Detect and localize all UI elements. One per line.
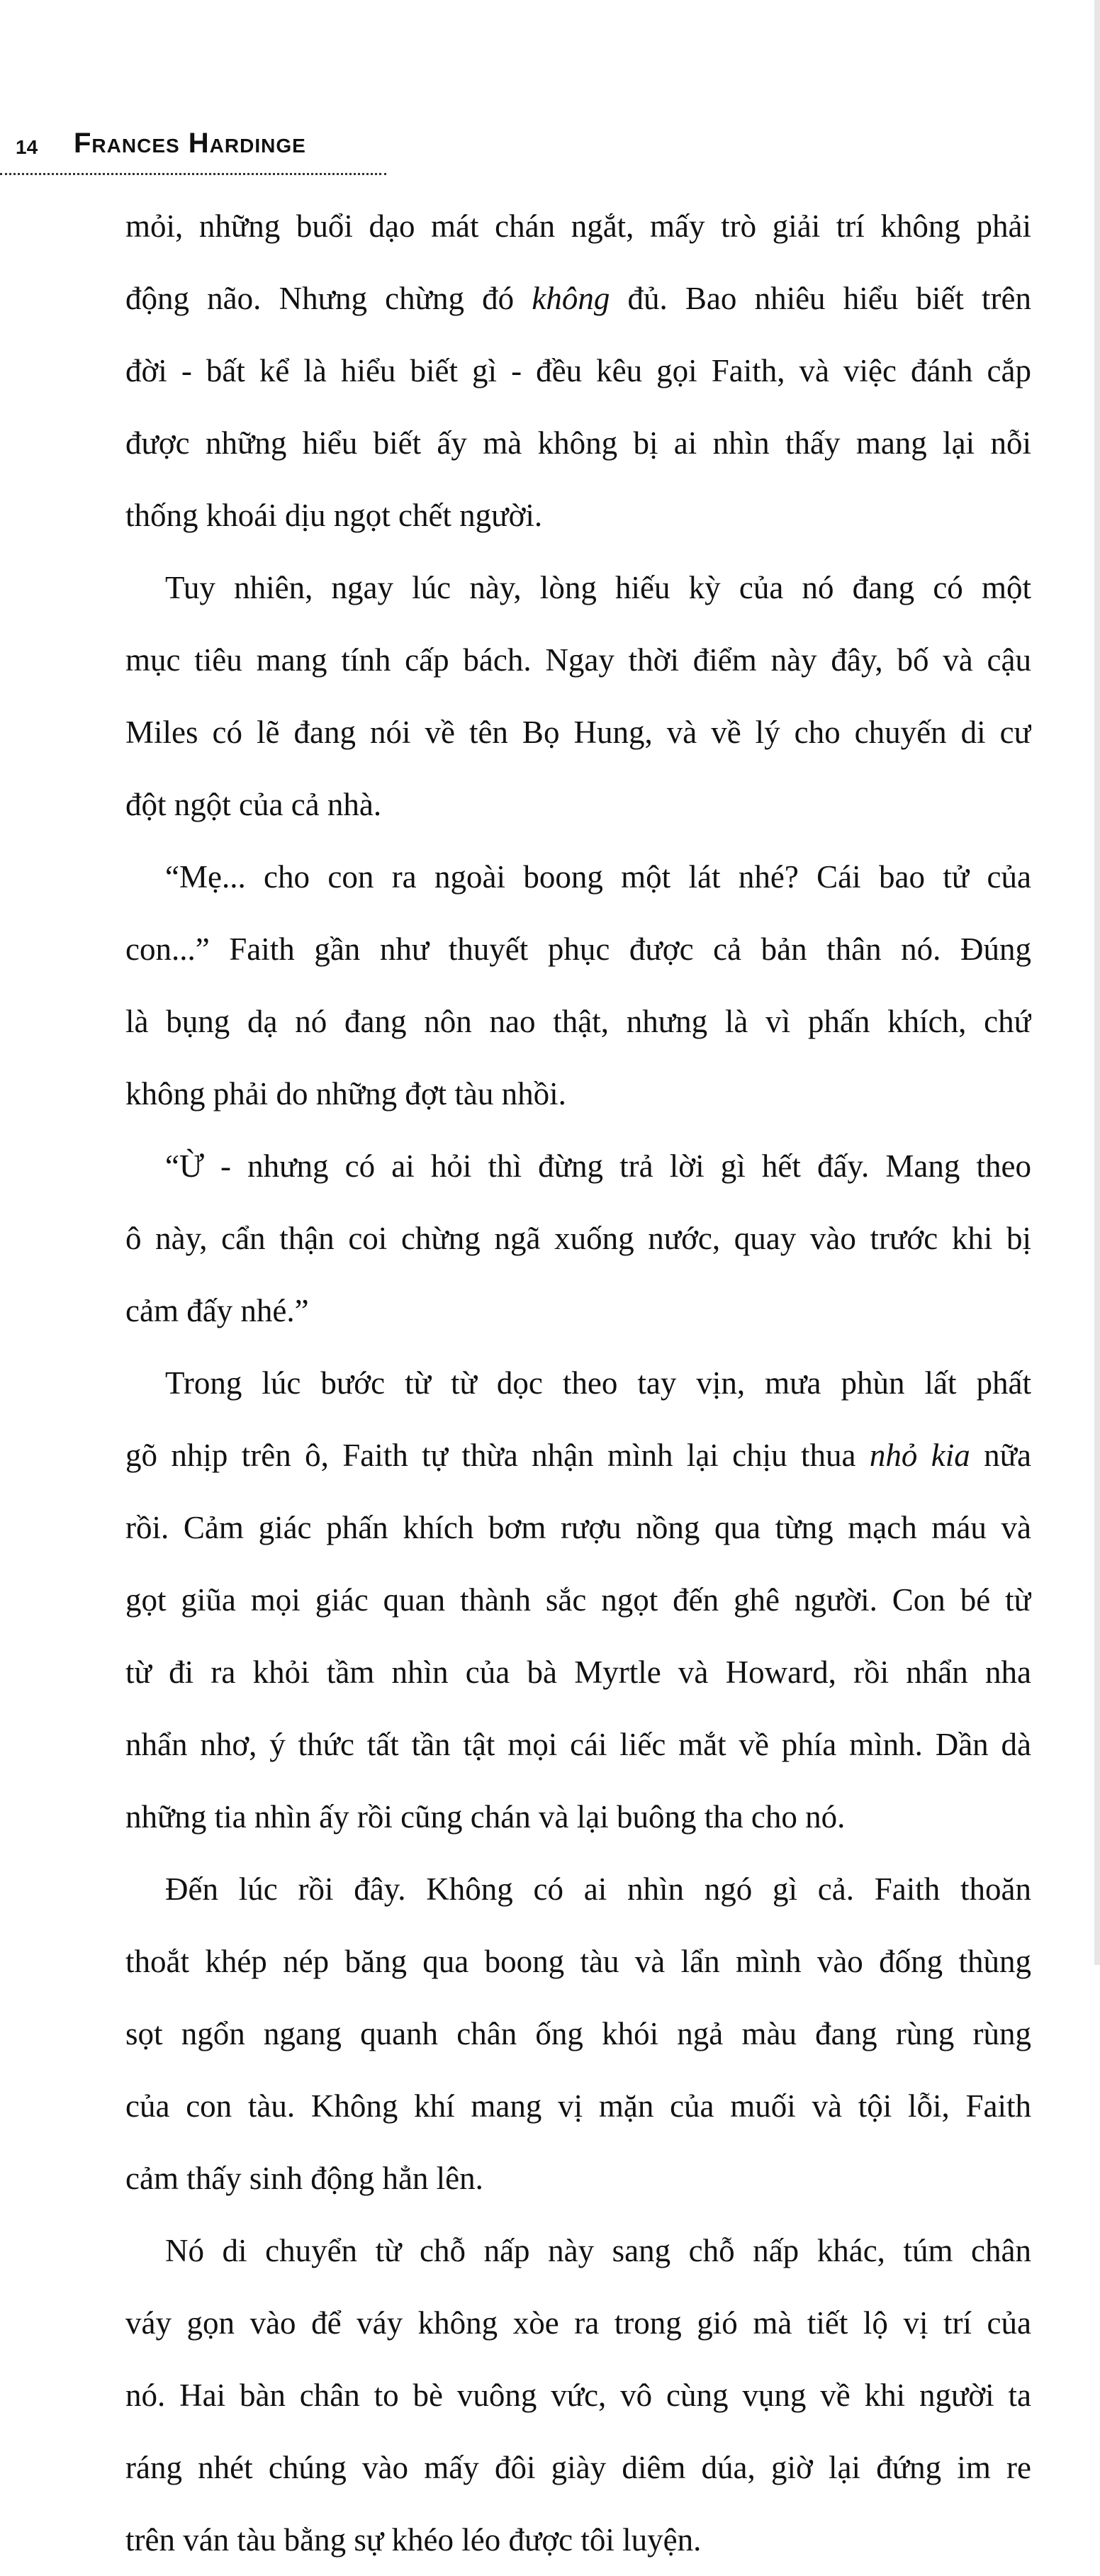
text-segment: con...” Faith gần như thuyết phục được cả bản thân nó. Đúng [125, 931, 1031, 967]
text-segment: đột ngột của cả nhà. [125, 787, 382, 822]
text-segment: Trong lúc bước từ từ dọc theo tay vịn, mưa phùn lất phất [165, 1365, 1031, 1401]
text-segment: Tuy nhiên, ngay lúc này, lòng hiếu kỳ của nó đang có một [165, 570, 1031, 605]
text-line [125, 2504, 1031, 2576]
text-line [125, 1781, 1031, 1853]
text-segment: ô này, cẩn thận coi chừng ngã xuống nước, quay vào trước khi bị [125, 1221, 1031, 1256]
text-segment: nhẩn nhơ, ý thức tất tần tật mọi cái liếc mắt về phía mình. Dần dà [125, 1727, 1031, 1762]
text-line [125, 768, 1031, 841]
text-line [125, 1347, 1031, 1419]
text-segment: đủ. Bao nhiêu hiểu biết trên [610, 281, 1031, 316]
text-segment: trên ván tàu bằng sự khéo léo được tôi luyện. [125, 2522, 702, 2558]
text-segment: Đến lúc rồi đây. Không có ai nhìn ngó gì cả. Faith thoăn [165, 1871, 1031, 1907]
text-line [125, 1275, 1031, 1347]
text-segment: đời - bất kể là hiểu biết gì - đều kêu gọi Faith, và việc đánh cắp [125, 353, 1031, 388]
text-line [125, 1491, 1031, 1564]
text-segment: thoắt khép nép băng qua boong tàu và lẩn mình vào đống thùng [125, 1944, 1031, 1979]
header-dotted-rule [0, 173, 386, 175]
text-segment: những tia nhìn ấy rồi cũng chán và lại buông tha cho nó. [125, 1799, 846, 1835]
text-segment: váy gọn vào để váy không xòe ra trong gió mà tiết lộ vị trí của [125, 2305, 1031, 2341]
text-line [125, 407, 1031, 479]
text-segment: nó. Hai bàn chân to bè vuông vức, vô cùng vụng về khi người ta [125, 2378, 1031, 2413]
page-number: 14 [16, 136, 38, 158]
text-line [125, 1925, 1031, 1998]
text-line [125, 1202, 1031, 1275]
text-line [125, 1636, 1031, 1708]
text-segment: cảm thấy sinh động hẳn lên. [125, 2161, 483, 2196]
text-line [125, 1998, 1031, 2070]
text-line [125, 1564, 1031, 1636]
text-segment: từ đi ra khỏi tầm nhìn của bà Myrtle và Howard, rồi nhẩn nha [125, 1654, 1031, 1690]
text-line [125, 2431, 1031, 2504]
text-line [125, 624, 1031, 696]
text-segment: “Ừ - nhưng có ai hỏi thì đừng trả lời gì hết đấy. Mang theo [165, 1148, 1031, 1184]
text-line [125, 841, 1031, 913]
text-line [125, 1853, 1031, 1925]
author-name: Frances Hardinge [74, 128, 306, 159]
text-line [125, 2142, 1031, 2214]
text-segment: ráng nhét chúng vào mấy đôi giày diêm dúa, giờ lại đứng im re [125, 2450, 1031, 2485]
text-segment: của con tàu. Không khí mang vị mặn của muối và tội lỗi, Faith [125, 2088, 1031, 2124]
text-segment: thống khoái dịu ngọt chết người. [125, 498, 543, 533]
paragraph [125, 841, 1031, 1130]
text-line [125, 262, 1031, 335]
text-segment: cảm đấy nhé.” [125, 1293, 309, 1328]
text-segment: Nó di chuyển từ chỗ nấp này sang chỗ nấp khác, túm chân [165, 2233, 1031, 2268]
text-line [125, 913, 1031, 985]
text-line [125, 2287, 1031, 2359]
paragraph [125, 1853, 1031, 2214]
italic-text: nhỏ kia [869, 1438, 970, 1473]
text-segment: rồi. Cảm giác phấn khích bơm rượu nồng qua từng mạch máu và [125, 1510, 1031, 1545]
text-line [125, 190, 1031, 262]
text-segment: mỏi, những buổi dạo mát chán ngắt, mấy trò giải trí không phải [125, 208, 1031, 244]
text-segment: không phải do những đợt tàu nhồi. [125, 1076, 566, 1111]
text-segment: mục tiêu mang tính cấp bách. Ngay thời điểm này đây, bố và cậu [125, 642, 1031, 678]
text-line [125, 479, 1031, 551]
text-line [125, 1419, 1031, 1491]
page-edge [1094, 0, 1100, 1965]
text-line [125, 696, 1031, 768]
text-segment: gọt giũa mọi giác quan thành sắc ngọt đến ghê người. Con bé từ [125, 1582, 1031, 1618]
text-line [125, 2359, 1031, 2431]
text-line [125, 1058, 1031, 1130]
text-segment: sọt ngổn ngang quanh chân ống khói ngả màu đang rùng rùng [125, 2016, 1031, 2051]
text-line [125, 551, 1031, 624]
text-line [125, 1130, 1031, 1202]
paragraph [125, 1130, 1031, 1347]
text-segment: “Mẹ... cho con ra ngoài boong một lát nhé? Cái bao tử của [165, 859, 1031, 895]
paragraph [125, 1347, 1031, 1853]
paragraph [125, 190, 1031, 551]
body-text [125, 190, 1031, 2576]
italic-text: không [532, 281, 610, 316]
text-segment: là bụng dạ nó đang nôn nao thật, nhưng là vì phấn khích, chứ [125, 1004, 1031, 1039]
text-segment: được những hiểu biết ấy mà không bị ai nhìn thấy mang lại nỗi [125, 425, 1031, 461]
text-segment: nữa [970, 1438, 1031, 1473]
paragraph [125, 2214, 1031, 2576]
text-line [125, 2214, 1031, 2287]
text-line [125, 335, 1031, 407]
text-line [125, 2070, 1031, 2142]
text-segment: động não. Nhưng chừng đó [125, 281, 532, 316]
text-line [125, 985, 1031, 1058]
text-line [125, 1708, 1031, 1781]
paragraph [125, 551, 1031, 841]
text-segment: Miles có lẽ đang nói về tên Bọ Hung, và về lý cho chuyến di cư [125, 715, 1031, 750]
text-segment: gõ nhịp trên ô, Faith tự thừa nhận mình lại chịu thua [125, 1438, 870, 1473]
